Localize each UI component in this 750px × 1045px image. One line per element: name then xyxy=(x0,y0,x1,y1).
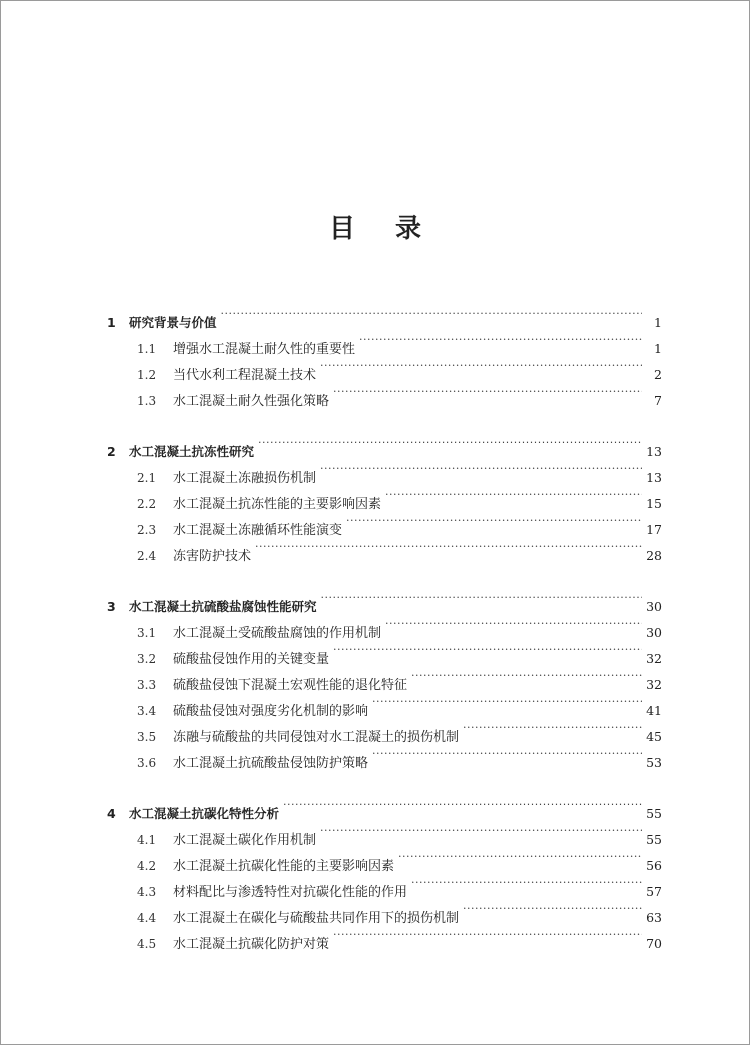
entry-number: 4.3 xyxy=(137,885,157,899)
entry-number: 1.1 xyxy=(137,342,157,356)
dot-leader xyxy=(411,663,642,689)
page-number: 30 xyxy=(646,599,662,614)
entry-number: 3.1 xyxy=(137,626,157,640)
entry-number: 2.2 xyxy=(137,497,157,511)
entry-title: 水工混凝土碳化作用机制 xyxy=(173,833,317,848)
entry-title: 水工混凝土抗冻性能的主要影响因素 xyxy=(173,497,382,512)
entry-number: 4.1 xyxy=(137,833,157,847)
entry-title: 水工混凝土受硫酸盐腐蚀的作用机制 xyxy=(173,626,382,641)
entry-number: 3.4 xyxy=(137,704,157,718)
entry-number: 3.6 xyxy=(137,756,157,770)
entry-title: 水工混凝土抗碳化特性分析 xyxy=(129,806,280,821)
dot-leader xyxy=(372,689,642,715)
dot-leader xyxy=(333,922,642,948)
entry-number: 4 xyxy=(107,806,116,821)
page-number: 57 xyxy=(646,884,662,899)
entry-title: 水工混凝土耐久性强化策略 xyxy=(173,394,330,409)
entry-title: 水工混凝土在碳化与硫酸盐共同作用下的损伤机制 xyxy=(173,911,460,926)
toc-chapter-entry[interactable] xyxy=(107,301,662,330)
dot-leader xyxy=(333,637,642,663)
table-of-contents xyxy=(107,301,662,973)
page-number: 32 xyxy=(646,651,662,666)
entry-title: 冻融与硫酸盐的共同侵蚀对水工混凝土的损伤机制 xyxy=(173,730,460,745)
page-number: 63 xyxy=(646,910,662,925)
entry-title: 增强水工混凝土耐久性的重要性 xyxy=(173,342,356,357)
dot-leader xyxy=(346,508,642,534)
dot-leader xyxy=(221,301,642,327)
entry-number: 4.5 xyxy=(137,937,157,951)
page-number: 13 xyxy=(646,470,662,485)
page-number: 13 xyxy=(646,444,662,459)
entry-number: 4.4 xyxy=(137,911,157,925)
entry-number: 4.2 xyxy=(137,859,157,873)
entry-title: 硫酸盐侵蚀对强度劣化机制的影响 xyxy=(173,704,369,719)
dot-leader xyxy=(333,379,642,405)
entry-title: 研究背景与价值 xyxy=(129,315,217,330)
entry-title: 水工混凝土冻融损伤机制 xyxy=(173,471,317,486)
page-number: 41 xyxy=(646,703,662,718)
page-number: 28 xyxy=(646,548,662,563)
dot-leader xyxy=(398,844,642,870)
entry-title: 水工混凝土抗碳化性能的主要影响因素 xyxy=(173,859,395,874)
page-number: 56 xyxy=(646,858,662,873)
entry-number: 2 xyxy=(107,444,116,459)
toc-chapter xyxy=(107,430,662,564)
toc-chapter-entry[interactable] xyxy=(107,792,662,821)
entry-number: 3.2 xyxy=(137,652,157,666)
page-number: 17 xyxy=(646,522,662,537)
entry-title: 硫酸盐侵蚀下混凝土宏观性能的退化特征 xyxy=(173,678,408,693)
page-title: 目录 xyxy=(328,214,461,244)
page-number: 2 xyxy=(654,367,662,382)
entry-title: 水工混凝土抗硫酸盐腐蚀性能研究 xyxy=(129,599,317,614)
dot-leader xyxy=(463,715,642,741)
dot-leader xyxy=(385,482,642,508)
entry-number: 2.3 xyxy=(137,523,157,537)
entry-number: 2.1 xyxy=(137,471,157,485)
toc-chapter-entry[interactable] xyxy=(107,585,662,614)
entry-number: 2.4 xyxy=(137,549,157,563)
dot-leader xyxy=(359,327,642,353)
page-number: 32 xyxy=(646,677,662,692)
toc-chapter xyxy=(107,585,662,771)
dot-leader xyxy=(320,456,642,482)
entry-title: 水工混凝土抗冻性研究 xyxy=(129,444,255,459)
entry-title: 水工混凝土抗硫酸盐侵蚀防护策略 xyxy=(173,756,369,771)
page-number: 45 xyxy=(646,729,662,744)
dot-leader xyxy=(463,896,642,922)
page-number: 30 xyxy=(646,625,662,640)
dot-leader xyxy=(385,611,642,637)
entry-title: 水工混凝土冻融循环性能演变 xyxy=(173,523,343,538)
dot-leader xyxy=(255,534,642,560)
entry-number: 1.3 xyxy=(137,394,157,408)
toc-chapter xyxy=(107,301,662,409)
page-number: 7 xyxy=(654,393,662,408)
entry-title: 当代水利工程混凝土技术 xyxy=(173,368,317,383)
entry-number: 3.3 xyxy=(137,678,157,692)
dot-leader xyxy=(283,792,642,818)
page-number: 1 xyxy=(654,341,662,356)
toc-chapter-entry[interactable] xyxy=(107,430,662,459)
dot-leader xyxy=(321,585,642,611)
entry-number: 1 xyxy=(107,315,116,330)
page-number: 1 xyxy=(654,315,662,330)
entry-title: 冻害防护技术 xyxy=(173,549,252,564)
dot-leader xyxy=(320,818,642,844)
dot-leader xyxy=(411,870,642,896)
page-number: 55 xyxy=(646,806,662,821)
page-number: 15 xyxy=(646,496,662,511)
page-number: 53 xyxy=(646,755,662,770)
entry-number: 3.5 xyxy=(137,730,157,744)
entry-title: 材料配比与渗透特性对抗碳化性能的作用 xyxy=(173,885,408,900)
entry-title: 硫酸盐侵蚀作用的关键变量 xyxy=(173,652,330,667)
dot-leader xyxy=(258,430,642,456)
page-number: 70 xyxy=(646,936,662,951)
dot-leader xyxy=(372,741,642,767)
entry-number: 3 xyxy=(107,599,116,614)
page-number: 55 xyxy=(646,832,662,847)
dot-leader xyxy=(320,353,642,379)
entry-number: 1.2 xyxy=(137,368,157,382)
toc-chapter xyxy=(107,792,662,952)
entry-title: 水工混凝土抗碳化防护对策 xyxy=(173,937,330,952)
